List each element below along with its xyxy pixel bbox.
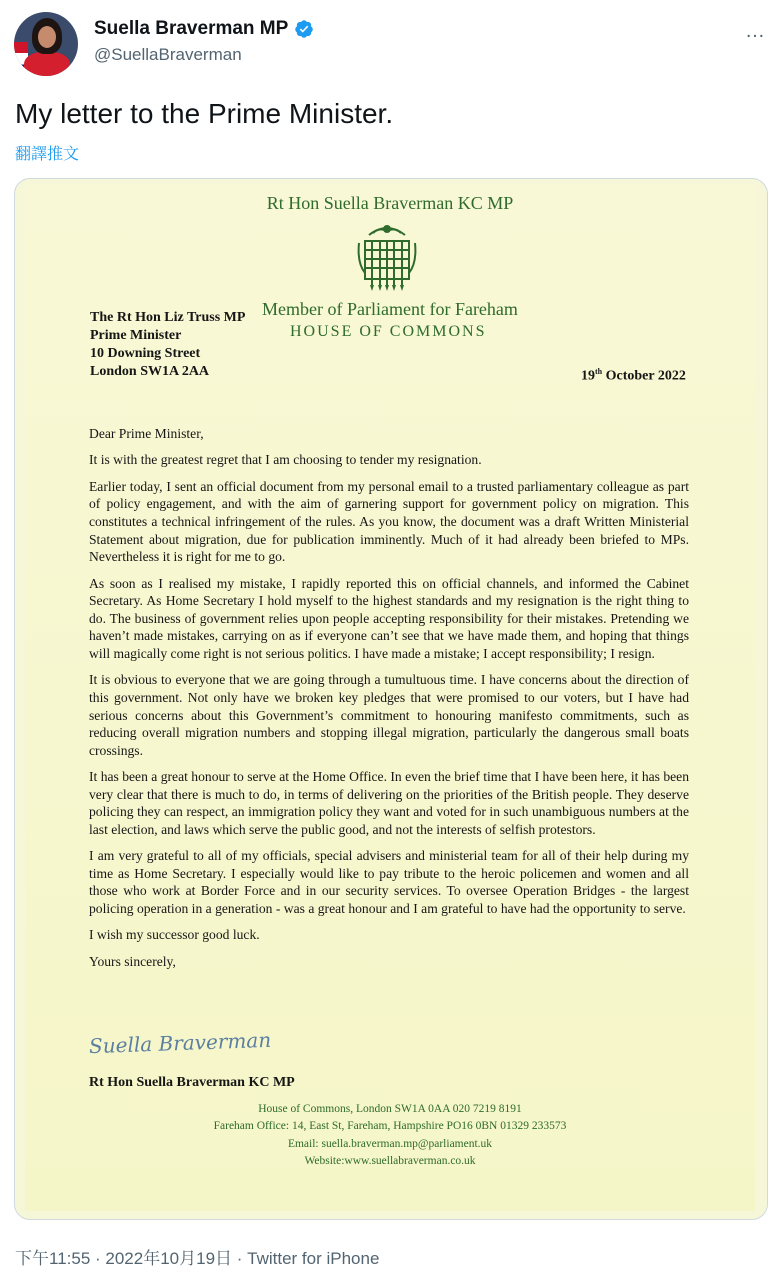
- recipient-address: [90, 309, 245, 381]
- recipient-line: The Rt Hon Liz Truss MP: [90, 310, 246, 325]
- footer-line: Fareham Office: 14, East St, Fareham, Hampshire PO16 0BN 01329 233573: [213, 1120, 567, 1133]
- author-name-row[interactable]: [94, 18, 314, 40]
- letter-paragraph: I wish my successor good luck.: [89, 927, 260, 943]
- letter-paragraph: I am very grateful to all of my officials, special advisers and ministerial team for all of their help during my time as Home Secretary. I especially would like to pay tribute to the heroic policemen and women and all those who work at Border Force and in our security services. To oversee Operation Bridges - the largest policing operation in a generation - was a great honour and I am grateful to have had the opportunity to serve.: [89, 848, 689, 917]
- date-day: 19: [581, 368, 595, 384]
- recipient-line: London SW1A 2AA: [90, 364, 210, 379]
- translate-tweet-link[interactable]: 翻譯推文: [15, 146, 80, 163]
- letter-paragraph: As soon as I realised my mistake, I rapidly reported this on official channels, and informed the Cabinet Secretary. As Home Secretary I hold myself to the highest standards and my resignation is the right thing to do. The business of government relies upon people accepting responsibility for their mistakes. Pretending we haven’t made mistakes, carrying on as if everyone can’t see that we have made them, and hoping that things will magically come right is not serious politics. I have made a mistake; I accept responsibility; I resign.: [89, 575, 689, 661]
- letter-paragraph: Earlier today, I sent an official document from my personal email to a trusted parliamentary colleague as part of policy engagement, and with the aim of garnering support for government policy on migration. This constitutes a technical infringement of the rules. As you know, the document was a draft Written Ministerial Statement about migration, due for publication imminently. Much of it had already been briefed to MPs. Nevertheless it is right for me to go.: [89, 478, 689, 565]
- avatar-face: [38, 26, 56, 48]
- recipient-line: 10 Downing Street: [90, 346, 201, 361]
- handwritten-signature: Suella Braverman: [88, 1027, 272, 1059]
- avatar-jacket: [24, 52, 70, 76]
- letter-paragraph: It has been a great honour to serve at the Home Office. In even the brief time that I have been here, it has been very clear that there is much to do, in terms of delivering on the priorities of the British people. They deserve policing they can respect, an immigration policy they want and voted for in such unambiguous numbers at the last election, and laws which serve the public good, and not the interests of selfish protestors.: [89, 769, 689, 837]
- date-suffix: th: [595, 367, 603, 376]
- display-name[interactable]: Suella Braverman MP: [94, 18, 289, 39]
- more-options-icon[interactable]: …: [745, 20, 766, 42]
- footer-line: House of Commons, London SW1A 0AA 020 7219 8191: [258, 1103, 522, 1115]
- tweet-timestamp: [15, 1244, 379, 1269]
- letter-paragraph: It is with the greatest regret that I am choosing to tender my resignation.: [89, 452, 482, 468]
- author-handle[interactable]: @SuellaBraverman: [94, 45, 242, 64]
- footer-line: Website:www.suellabraverman.co.uk: [304, 1154, 476, 1167]
- letter-date: [581, 367, 686, 385]
- valediction: Yours sincerely,: [89, 953, 176, 969]
- resignation-letter: [25, 185, 755, 1211]
- house-of-commons-line: HOUSE OF COMMONS: [290, 323, 487, 340]
- constituency-line: Member of Parliament for Fareham: [262, 299, 518, 319]
- tweet-text: My letter to the Prime Minister.: [15, 98, 394, 129]
- tweet-time[interactable]: 下午11:55 · 2022年10月19日: [15, 1249, 233, 1268]
- portcullis-crest-icon: [355, 223, 419, 293]
- salutation: Dear Prime Minister,: [89, 426, 204, 441]
- letter-paragraph: It is obvious to everyone that we are going through a tumultuous time. I have concerns about the direction of this government. Not only have we broken key pledges that were promised to our voters, but I have had serious concerns about this Government’s commitment to honouring manifesto commitments, such as reducing overall migration numbers and stopping illegal migration, particularly the dangerous small boats crossings.: [89, 672, 689, 758]
- letter-footer: [25, 1101, 755, 1170]
- letter-body: [89, 425, 689, 979]
- avatar[interactable]: [14, 12, 78, 76]
- recipient-line: Prime Minister: [90, 328, 182, 343]
- meta-separator: ·: [232, 1249, 248, 1268]
- letterhead-name: Rt Hon Suella Braverman KC MP: [266, 193, 514, 213]
- tweet-media-image[interactable]: [14, 178, 768, 1220]
- footer-line: Email: suella.braverman.mp@parliament.uk: [287, 1137, 493, 1150]
- tweet-source[interactable]: Twitter for iPhone: [247, 1249, 380, 1268]
- signatory-name: Rt Hon Suella Braverman KC MP: [89, 1075, 295, 1090]
- date-rest: October 2022: [602, 368, 686, 384]
- verified-badge-icon: [294, 19, 314, 39]
